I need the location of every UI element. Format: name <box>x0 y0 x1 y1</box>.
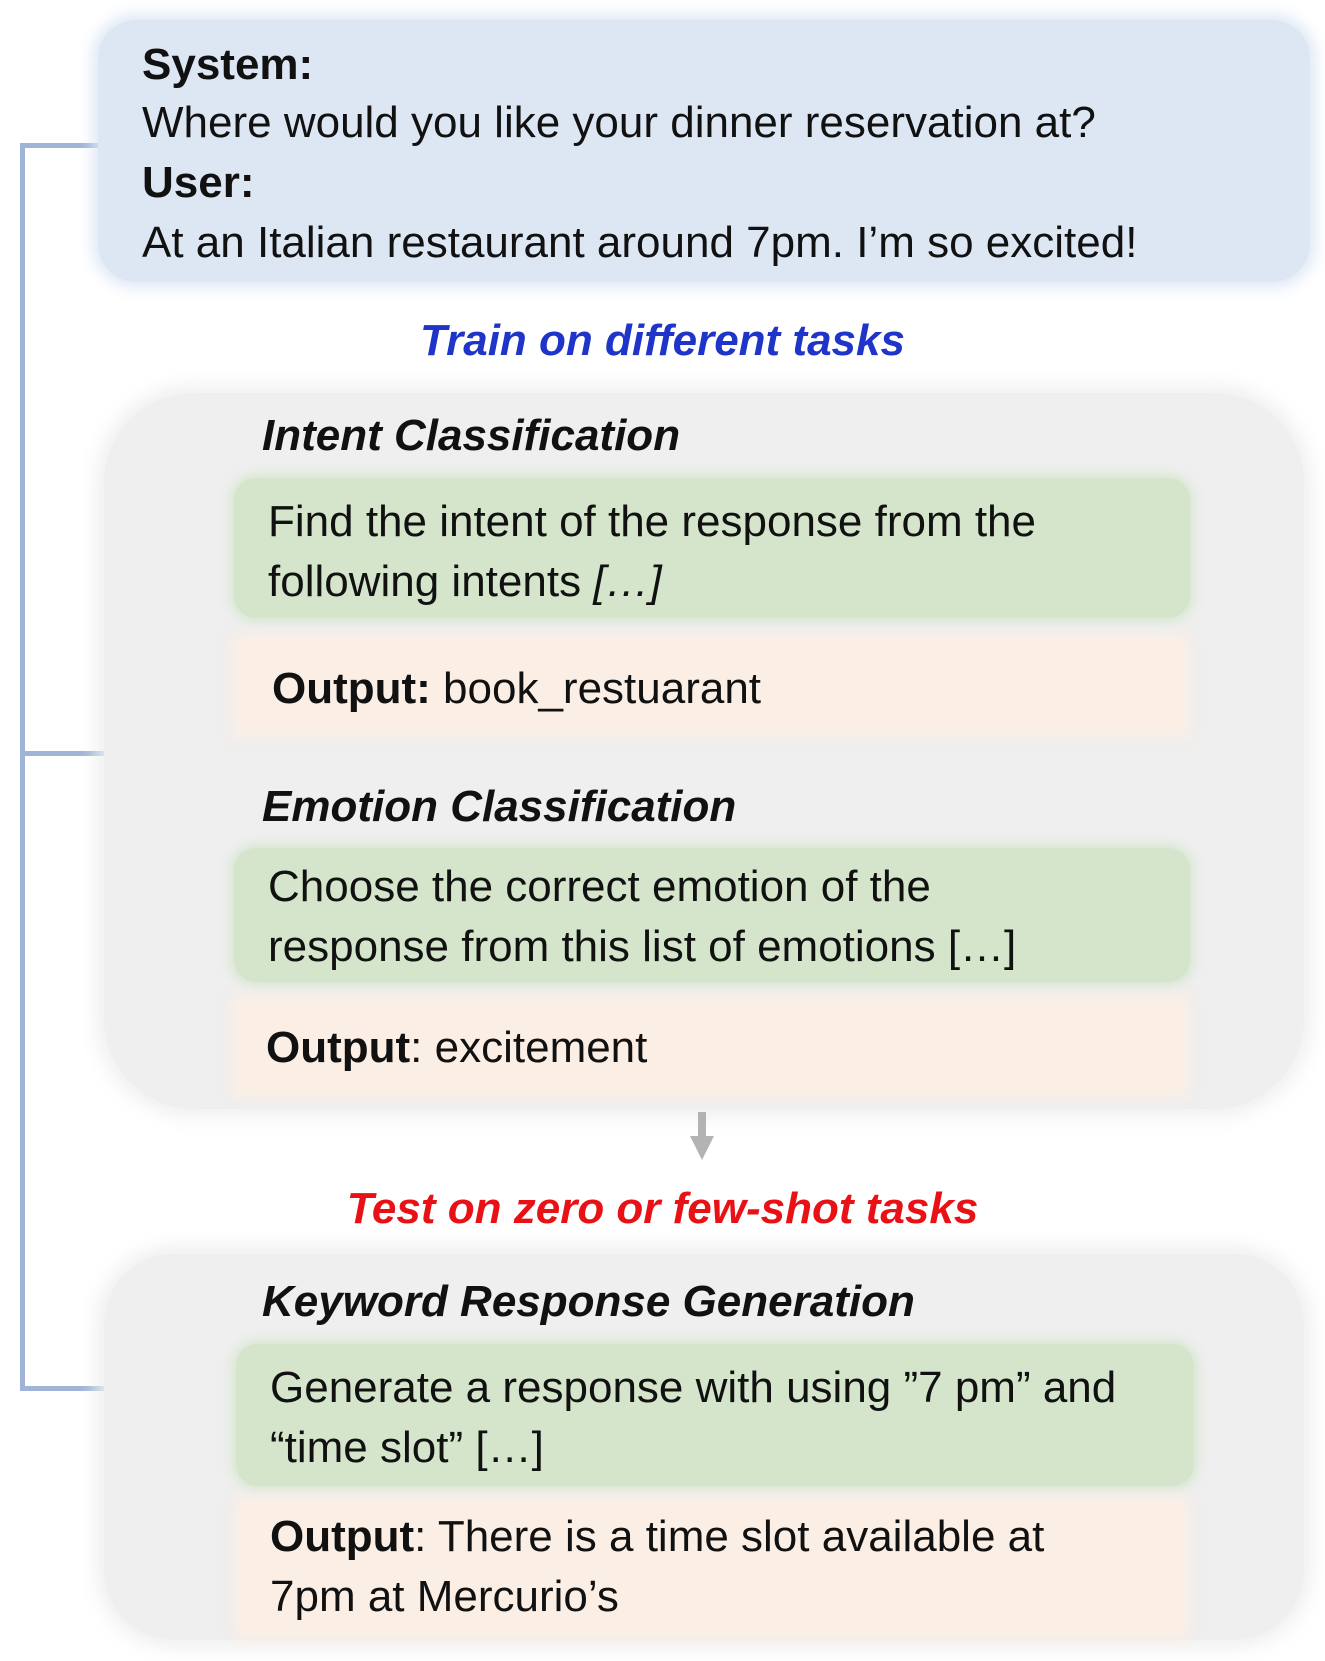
intent-prompt-ellipsis: […] <box>593 557 662 606</box>
intent-prompt-line2-text: following intents <box>268 557 594 606</box>
intent-output-value: book_restuarant <box>430 664 762 713</box>
connector-top-tick <box>20 143 102 148</box>
emotion-prompt-line1: Choose the correct emotion of the <box>268 862 931 911</box>
emotion-task-title: Emotion Classification <box>262 782 737 831</box>
arrow-shaft <box>698 1112 706 1138</box>
train-caption: Train on different tasks <box>420 316 905 365</box>
user-utterance: At an Italian restaurant around 7pm. I’m so excited! <box>142 218 1138 267</box>
arrow-head <box>690 1136 714 1160</box>
intent-output-label: Output: <box>272 664 431 713</box>
keyword-output-label: Output <box>270 1512 415 1561</box>
intent-prompt-line2 <box>268 552 662 612</box>
system-label: System: <box>142 40 314 89</box>
test-caption: Test on zero or few-shot tasks <box>346 1184 979 1233</box>
user-label: User: <box>142 158 255 207</box>
emotion-output <box>266 1018 647 1078</box>
keyword-output-value-line1: : There is a time slot available at <box>414 1512 1045 1561</box>
intent-prompt-line1: Find the intent of the response from the <box>268 497 1037 546</box>
connector-bottom-tick <box>20 1386 104 1391</box>
keyword-task-title: Keyword Response Generation <box>262 1277 915 1326</box>
keyword-output-line1 <box>270 1507 1044 1567</box>
emotion-output-label: Output <box>266 1023 411 1072</box>
connector-middle-tick <box>20 751 104 756</box>
keyword-output-line2: 7pm at Mercurio’s <box>270 1572 619 1621</box>
emotion-output-value: : excitement <box>410 1023 648 1072</box>
intent-output <box>272 659 761 719</box>
emotion-prompt-line2: response from this list of emotions […] <box>268 922 1017 971</box>
keyword-prompt-line1: Generate a response with using ”7 pm” and <box>270 1363 1117 1412</box>
keyword-prompt-line2: “time slot” […] <box>270 1423 544 1472</box>
system-utterance: Where would you like your dinner reservation at? <box>142 98 1096 147</box>
intent-task-title: Intent Classification <box>262 411 681 460</box>
